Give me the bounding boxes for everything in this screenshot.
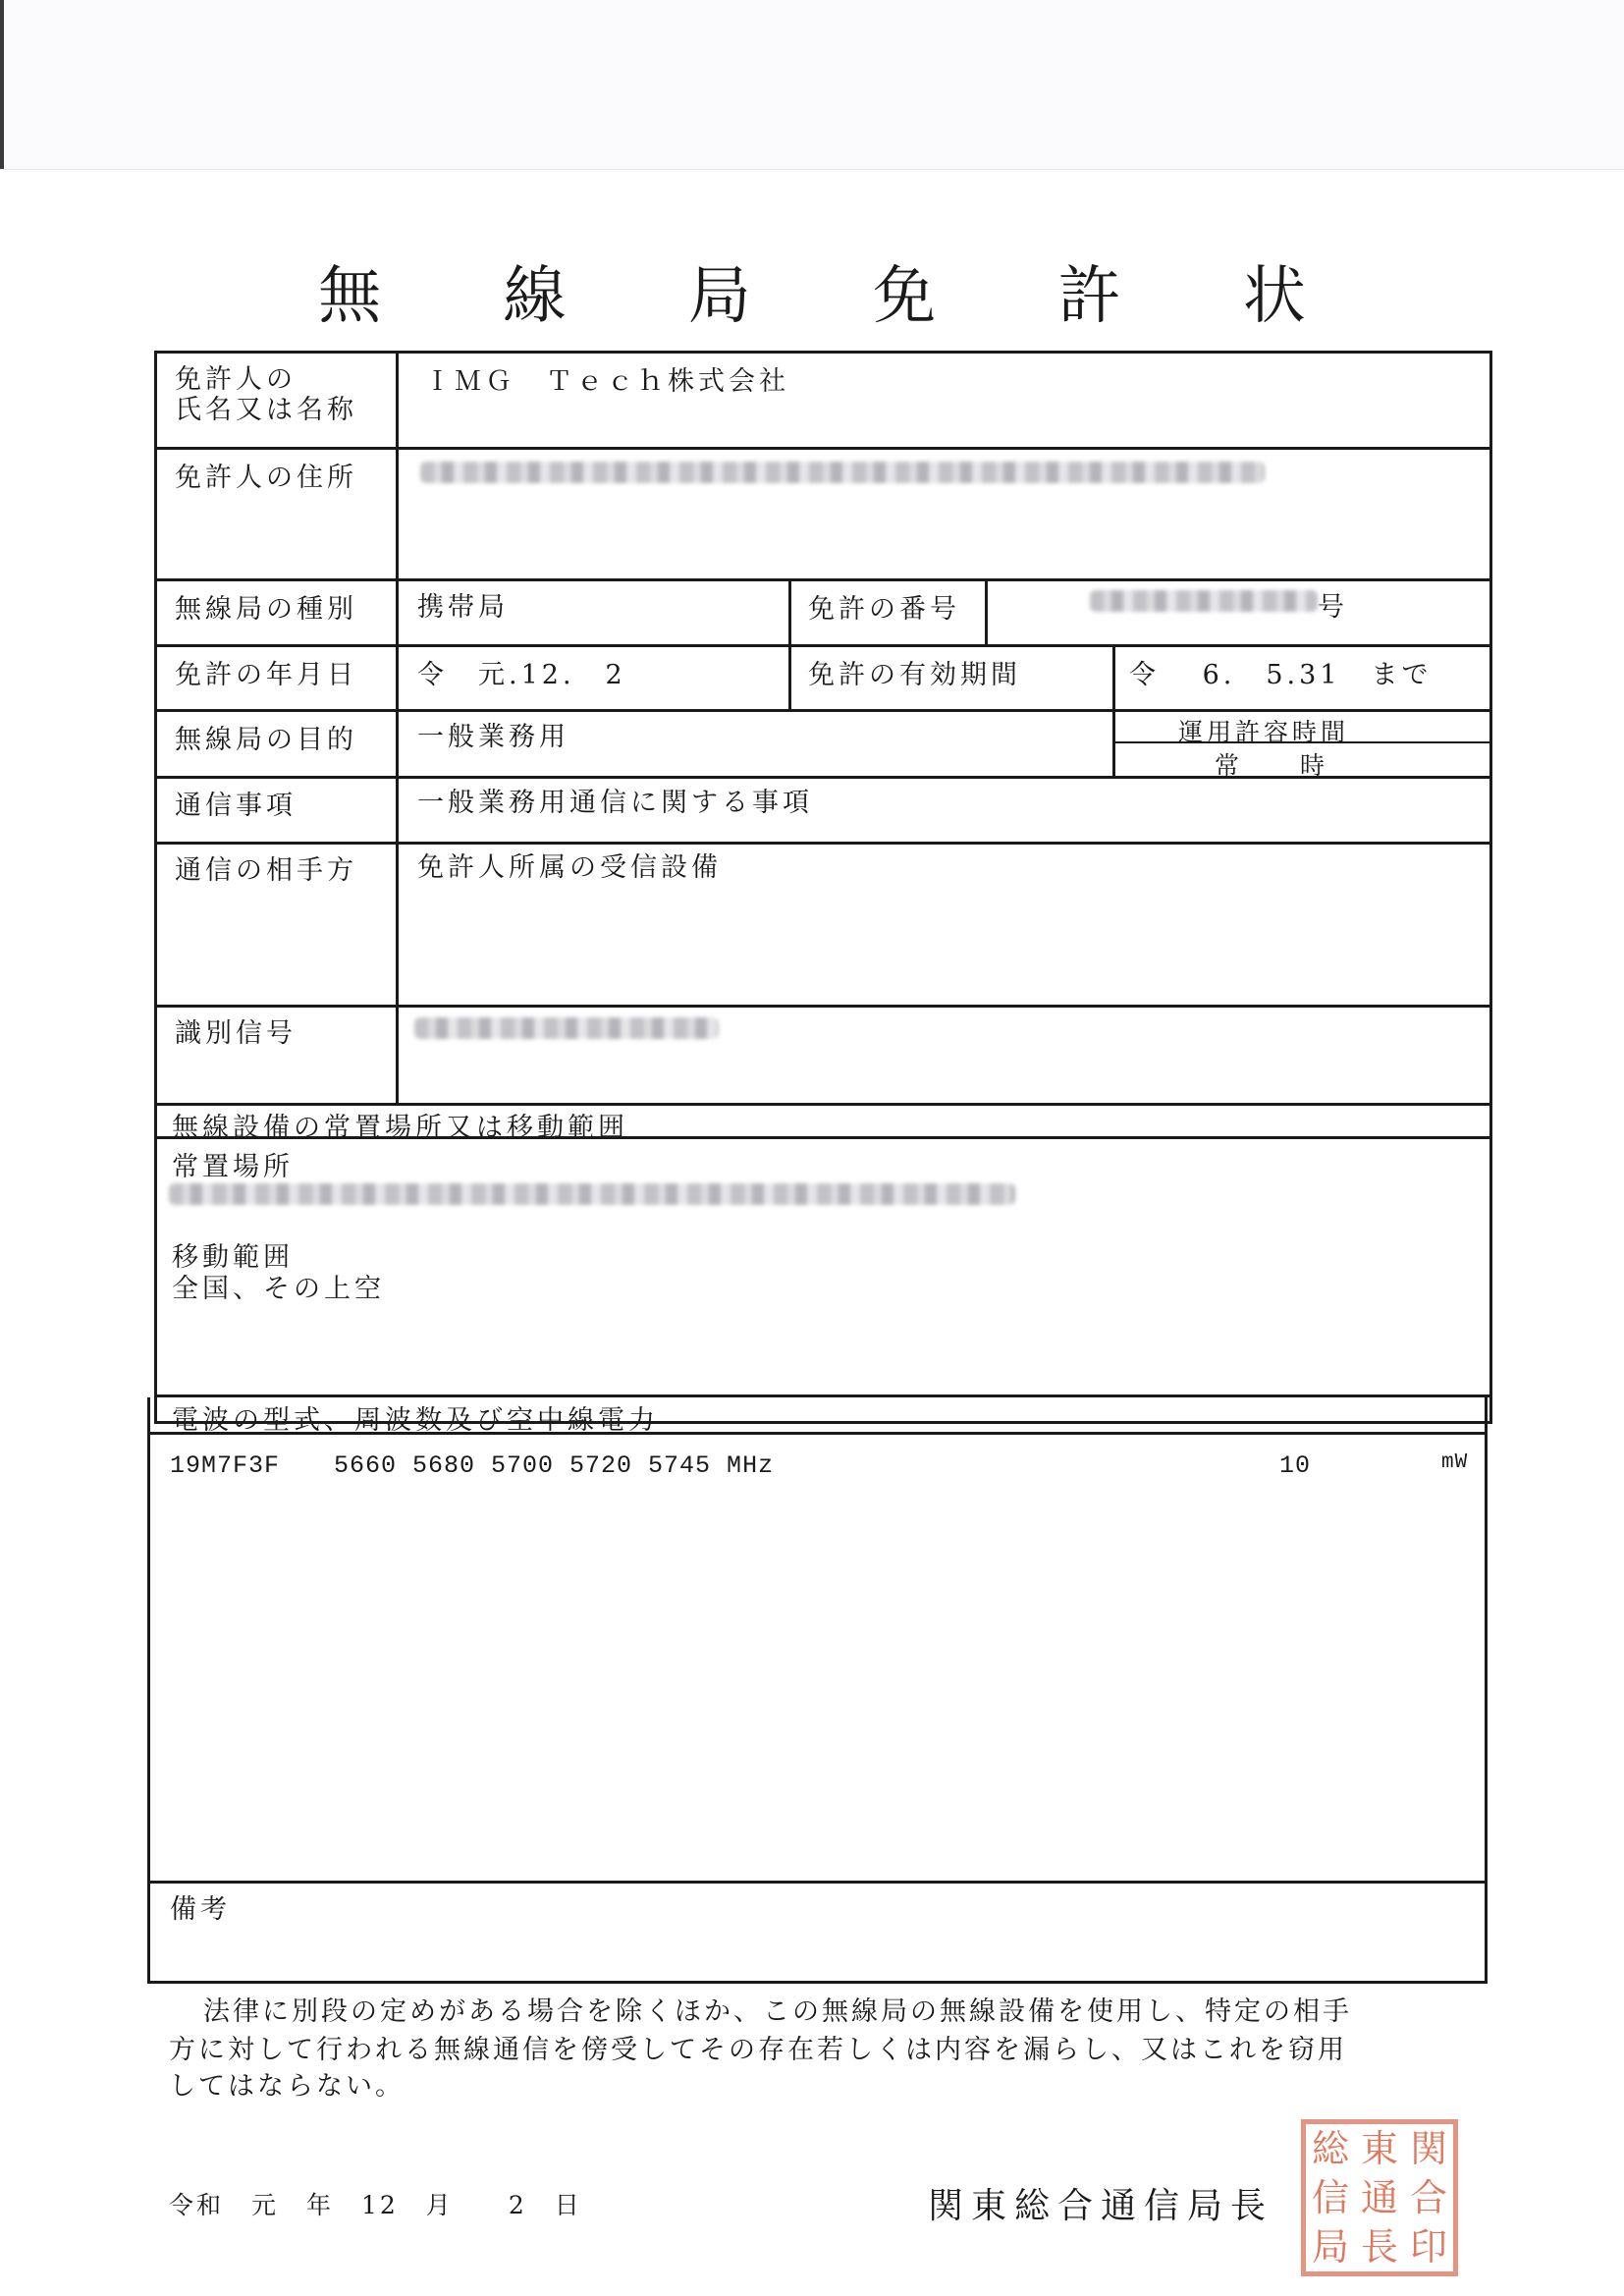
emission-table — [147, 1397, 1488, 1984]
operating-hours-value: 常 時 — [1215, 751, 1329, 780]
validity-value: 令 6. 5.31 まで — [1129, 660, 1433, 690]
issuer: 関東総合通信局長 — [928, 2186, 1274, 2226]
license-number-suffix: 号 — [1318, 592, 1348, 623]
station-type-label: 無線局の種別 — [175, 594, 357, 625]
notice-line-1: 法律に別段の定めがある場合を除くほか、この無線局の無線設備を使用し、特定の相手 — [203, 1996, 1352, 2027]
license-table-top — [154, 351, 1492, 1424]
license-date-value: 令 元.12. 2 — [417, 660, 626, 690]
mobile-range-label: 移動範囲 — [172, 1242, 294, 1273]
mobile-range-value: 全国、その上空 — [172, 1274, 385, 1304]
licensee-address-label: 免許人の住所 — [175, 463, 357, 493]
purpose-label: 無線局の目的 — [175, 725, 357, 755]
license-date-label: 免許の年月日 — [175, 660, 357, 690]
emission-type: 19M7F3F — [170, 1451, 281, 1480]
communication-items-value: 一般業務用通信に関する事項 — [417, 788, 813, 818]
purpose-value: 一般業務用 — [417, 722, 569, 752]
emission-frequencies: 5660 5680 5700 5720 5745 MHz — [334, 1451, 775, 1480]
remarks-label: 備考 — [170, 1894, 231, 1925]
licensee-name-label-2: 氏名又は名称 — [175, 395, 357, 425]
emission-power-value: 10 — [1279, 1451, 1312, 1480]
correspondent-label: 通信の相手方 — [175, 855, 357, 886]
licensee-name-label-1: 免許人の — [175, 364, 297, 395]
fixed-location-label: 常置場所 — [172, 1152, 294, 1182]
official-seal-stamp: 総 東 関 信 通 合 局 長 印 — [1301, 2119, 1458, 2276]
station-type-value: 携帯局 — [417, 592, 509, 623]
scan-top-edge — [0, 0, 1624, 170]
redacted-call-sign — [414, 1017, 719, 1039]
call-sign-label: 識別信号 — [175, 1018, 297, 1049]
notice-line-2: 方に対して行われる無線通信を傍受してその存在若しくは内容を漏らし、又はこれを窃用 — [169, 2035, 1347, 2065]
correspondent-value: 免許人所属の受信設備 — [417, 852, 722, 883]
location-header: 無線設備の常置場所又は移動範囲 — [172, 1113, 628, 1143]
licensee-name-value: ＩＭＧ Ｔｅｃｈ株式会社 — [424, 366, 789, 397]
validity-label: 免許の有効期間 — [808, 660, 1021, 690]
issue-date: 令和 元 年 12 月 2 日 — [169, 2191, 582, 2219]
license-number-label: 免許の番号 — [808, 594, 960, 625]
redacted-address — [420, 462, 1265, 483]
communication-items-label: 通信事項 — [175, 791, 297, 821]
operating-hours-label: 運用許容時間 — [1178, 718, 1350, 746]
redacted-fixed-location — [169, 1183, 1015, 1205]
document-title: 無 線 局 免 許 状 — [318, 260, 1357, 333]
emission-header: 電波の型式、周波数及び空中線電力 — [172, 1405, 659, 1436]
emission-power-unit: mW — [1441, 1451, 1469, 1474]
notice-line-3: してはならない。 — [169, 2071, 405, 2102]
redacted-license-number — [1090, 590, 1318, 612]
